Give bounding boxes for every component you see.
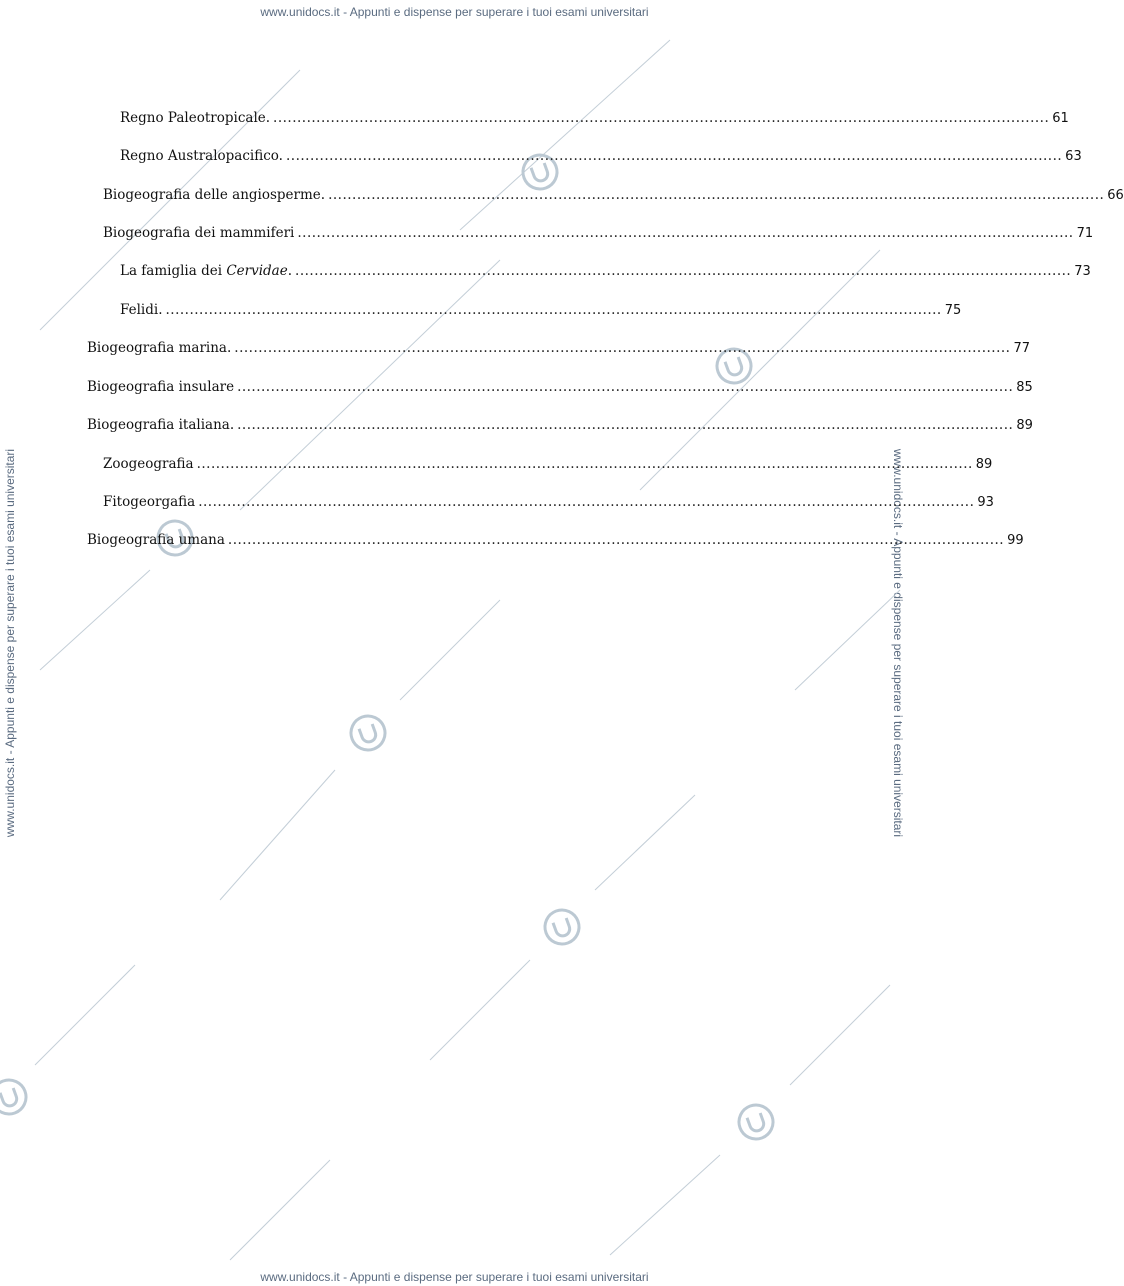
toc-entry[interactable]: Felidi. .................................................................................................................................................................. 75 — [120, 302, 962, 318]
toc-entry-label: Biogeografia delle angiosperme. — [103, 187, 326, 203]
toc-entry-label: La famiglia dei Cervidae. — [120, 263, 293, 279]
toc-entry-page: 71 — [1076, 226, 1094, 241]
toc-entry-page: 85 — [1016, 380, 1033, 395]
toc-entry[interactable]: Zoogeografia .................................................................................................................................................................. 89 — [103, 456, 993, 472]
toc-entry-page: 99 — [1007, 533, 1024, 548]
toc-entry[interactable]: Biogeografia insulare .................................................................................................................................................................. 85 — [87, 379, 1033, 395]
toc-entry[interactable]: Biogeografia italiana. .................................................................................................................................................................. 89 — [87, 417, 1033, 433]
watermark-right: www.unidocs.it - Appunti e dispense per superare i tuoi esami universitari — [891, 448, 905, 838]
toc-entry-page: 89 — [1016, 418, 1033, 433]
toc-entry-page: 63 — [1065, 149, 1082, 164]
unidocs-logo-icon — [539, 904, 585, 950]
toc-entry-label: Felidi. — [120, 302, 163, 318]
toc-entry[interactable]: Regno Australopacifico. .................................................................................................................................................................. 63 — [120, 148, 1082, 164]
toc-entry-label: Regno Paleotropicale. — [120, 110, 271, 126]
toc-entry-label: Biogeografia insulare — [87, 379, 235, 395]
toc-entry-label: Regno Australopacifico. — [120, 148, 283, 164]
watermark-header: www.unidocs.it - Appunti e dispense per superare i tuoi esami universitari — [260, 5, 649, 19]
watermark-footer: www.unidocs.it - Appunti e dispense per superare i tuoi esami universitari — [260, 1270, 649, 1284]
unidocs-logo-icon — [0, 1074, 32, 1120]
toc-entry[interactable]: Biogeografia dei mammiferi .................................................................................................................................................................. 71 — [103, 225, 1094, 241]
toc-entry[interactable]: Fitogeorgafia .................................................................................................................................................................. 93 — [103, 494, 994, 510]
toc-entry[interactable]: La famiglia dei Cervidae. .................................................................................................................................................................. 73 — [120, 263, 1091, 279]
toc-entry-label: Biogeografia dei mammiferi — [103, 225, 295, 241]
toc-entry[interactable]: Biogeografia umana .................................................................................................................................................................. 99 — [87, 532, 1024, 548]
toc-entry-label: Biogeografia italiana. — [87, 417, 235, 433]
toc-entry-label: Biogeografia umana — [87, 532, 225, 548]
toc-entry-page: 93 — [977, 495, 994, 510]
toc-entry-page: 66 — [1107, 188, 1124, 203]
toc-entry-page: 75 — [944, 303, 962, 318]
toc-entry-page: 73 — [1074, 264, 1091, 279]
toc-entry-page: 89 — [975, 457, 993, 472]
unidocs-logo-icon — [733, 1099, 779, 1145]
toc-entry-page: 77 — [1013, 341, 1031, 356]
toc-entry-label: Biogeografia marina. — [87, 340, 232, 356]
toc-entry-page: 61 — [1052, 111, 1069, 126]
toc-entry[interactable]: Biogeografia marina. .................................................................................................................................................................. 77 — [87, 340, 1031, 356]
unidocs-logo-icon — [345, 710, 391, 756]
watermark-left: www.unidocs.it - Appunti e dispense per superare i tuoi esami universitari — [3, 448, 17, 838]
toc-entry-label: Fitogeorgafia — [103, 494, 196, 510]
toc-entry[interactable]: Biogeografia delle angiosperme. .................................................................................................................................................................. 66 — [103, 187, 1124, 203]
toc-entry[interactable]: Regno Paleotropicale. .................................................................................................................................................................. 61 — [120, 110, 1069, 126]
toc-entry-label: Zoogeografia — [103, 456, 194, 472]
